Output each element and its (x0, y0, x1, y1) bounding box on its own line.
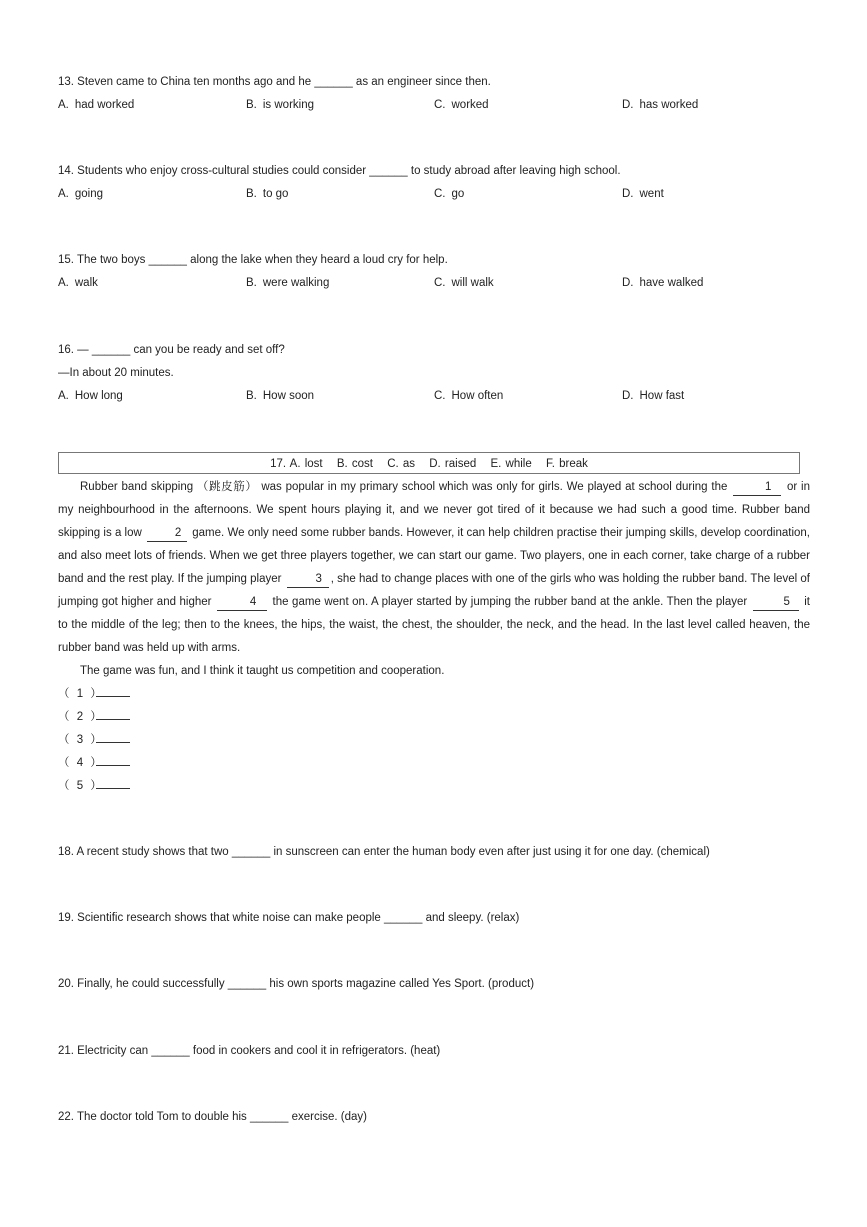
option-a[interactable]: A. going (58, 188, 104, 200)
option-b[interactable]: B. to go (246, 188, 289, 200)
passage-paragraph: Rubber band skipping （跳皮筋） was popular in my primary school which was only for girls. We played at school during the 1 or in my neighbourhood in the afternoons. We spent hours playing it, and we never got tired of it because we had such a good time. Rubber band skipping is a low 2 game. We only need some rubber bands. However, it can help children practise their jumping skills, develop coordination, and also meet lots of friends. When we get three players together, we can start our game. Two players, one in each corner, take charge of a rubber band and the rest play. If the jumping player 3 , she had to change places with one of the girls who was holding the rubber band. The level of jumping got higher and higher 4 the game went on. A player started by jumping the rubber band at the ankle. Then the player 5 it to the middle of the leg; then to the knees, the hips, the waist, the chest, the shoulder, the neck, and the head. In the last level called heaven, the rubber band was held up with arms. (58, 481, 811, 654)
passage-paragraph: The game was fun, and I think it taught us competition and cooperation. (80, 665, 445, 677)
question-stem: 16. — ______ can you be ready and set off? (58, 344, 285, 356)
answer-row: （ 1 ） (58, 683, 130, 706)
option-d[interactable]: D. have walked (622, 277, 704, 289)
passage-blank-2: 2 (147, 526, 187, 542)
answer-blank[interactable] (96, 776, 130, 789)
word-bank-item: D. raised (429, 458, 477, 470)
question-stem: 20. Finally, he could successfully ______ his own sports magazine called Yes Sport. (product) (58, 978, 535, 990)
passage-blank-4: 4 (217, 595, 267, 611)
reading-passage (58, 476, 810, 683)
answer-row: （ 5 ） (58, 775, 130, 798)
option-c[interactable]: C. will walk (434, 277, 494, 289)
option-row (58, 385, 818, 408)
option-b[interactable]: B. were walking (246, 277, 330, 289)
option-b[interactable]: B. How soon (246, 390, 315, 402)
answer-row: （ 3 ） (58, 729, 130, 752)
answer-row: （ 2 ） (58, 706, 130, 729)
question-stem: 22. The doctor told Tom to double his ______ exercise. (day) (58, 1111, 367, 1123)
question-22 (58, 1106, 818, 1129)
option-c[interactable]: C. How often (434, 390, 504, 402)
question-16 (58, 339, 818, 408)
word-bank-item: B. cost (336, 458, 373, 470)
option-a[interactable]: A. How long (58, 390, 123, 402)
option-a[interactable]: A. walk (58, 277, 98, 289)
option-row (58, 272, 818, 295)
word-bank-item: E. while (490, 458, 532, 470)
answer-blank[interactable] (96, 753, 130, 766)
option-row (58, 183, 818, 206)
question-21 (58, 1040, 818, 1063)
option-d[interactable]: D. went (622, 188, 664, 200)
option-d[interactable]: D. How fast (622, 390, 685, 402)
passage-blank-1: 1 (733, 480, 781, 496)
question-13 (58, 71, 818, 117)
option-d[interactable]: D. has worked (622, 99, 699, 111)
question-14 (58, 160, 818, 206)
question-stem: 19. Scientific research shows that white noise can make people ______ and sleepy. (relax) (58, 912, 520, 924)
question-stem-reply: —In about 20 minutes. (58, 367, 174, 379)
word-bank-item: 17. A. lost (270, 458, 323, 470)
answer-list (58, 683, 130, 798)
word-bank-box (58, 452, 800, 474)
question-19 (58, 907, 818, 930)
passage-blank-3: 3 (287, 572, 329, 588)
option-c[interactable]: C. worked (434, 99, 489, 111)
answer-blank[interactable] (96, 707, 130, 720)
question-stem: 18. A recent study shows that two ______ in sunscreen can enter the human body even after just using it for one day. (chemical) (58, 846, 710, 858)
word-bank-item: F. break (545, 458, 588, 470)
answer-blank[interactable] (96, 684, 130, 697)
question-stem: 21. Electricity can ______ food in cookers and cool it in refrigerators. (heat) (58, 1045, 441, 1057)
question-18 (58, 841, 818, 864)
option-b[interactable]: B. is working (246, 99, 315, 111)
answer-row: （ 4 ） (58, 752, 130, 775)
option-row (58, 94, 818, 117)
answer-blank[interactable] (96, 730, 130, 743)
option-c[interactable]: C. go (434, 188, 465, 200)
question-stem: 13. Steven came to China ten months ago and he ______ as an engineer since then. (58, 76, 491, 88)
question-stem: 15. The two boys ______ along the lake when they heard a loud cry for help. (58, 254, 448, 266)
option-a[interactable]: A. had worked (58, 99, 135, 111)
question-15 (58, 249, 818, 295)
question-stem: 14. Students who enjoy cross-cultural studies could consider ______ to study abroad after leaving high school. (58, 165, 621, 177)
passage-blank-5: 5 (753, 595, 799, 611)
word-bank-item: C. as (387, 458, 416, 470)
question-20 (58, 973, 818, 996)
